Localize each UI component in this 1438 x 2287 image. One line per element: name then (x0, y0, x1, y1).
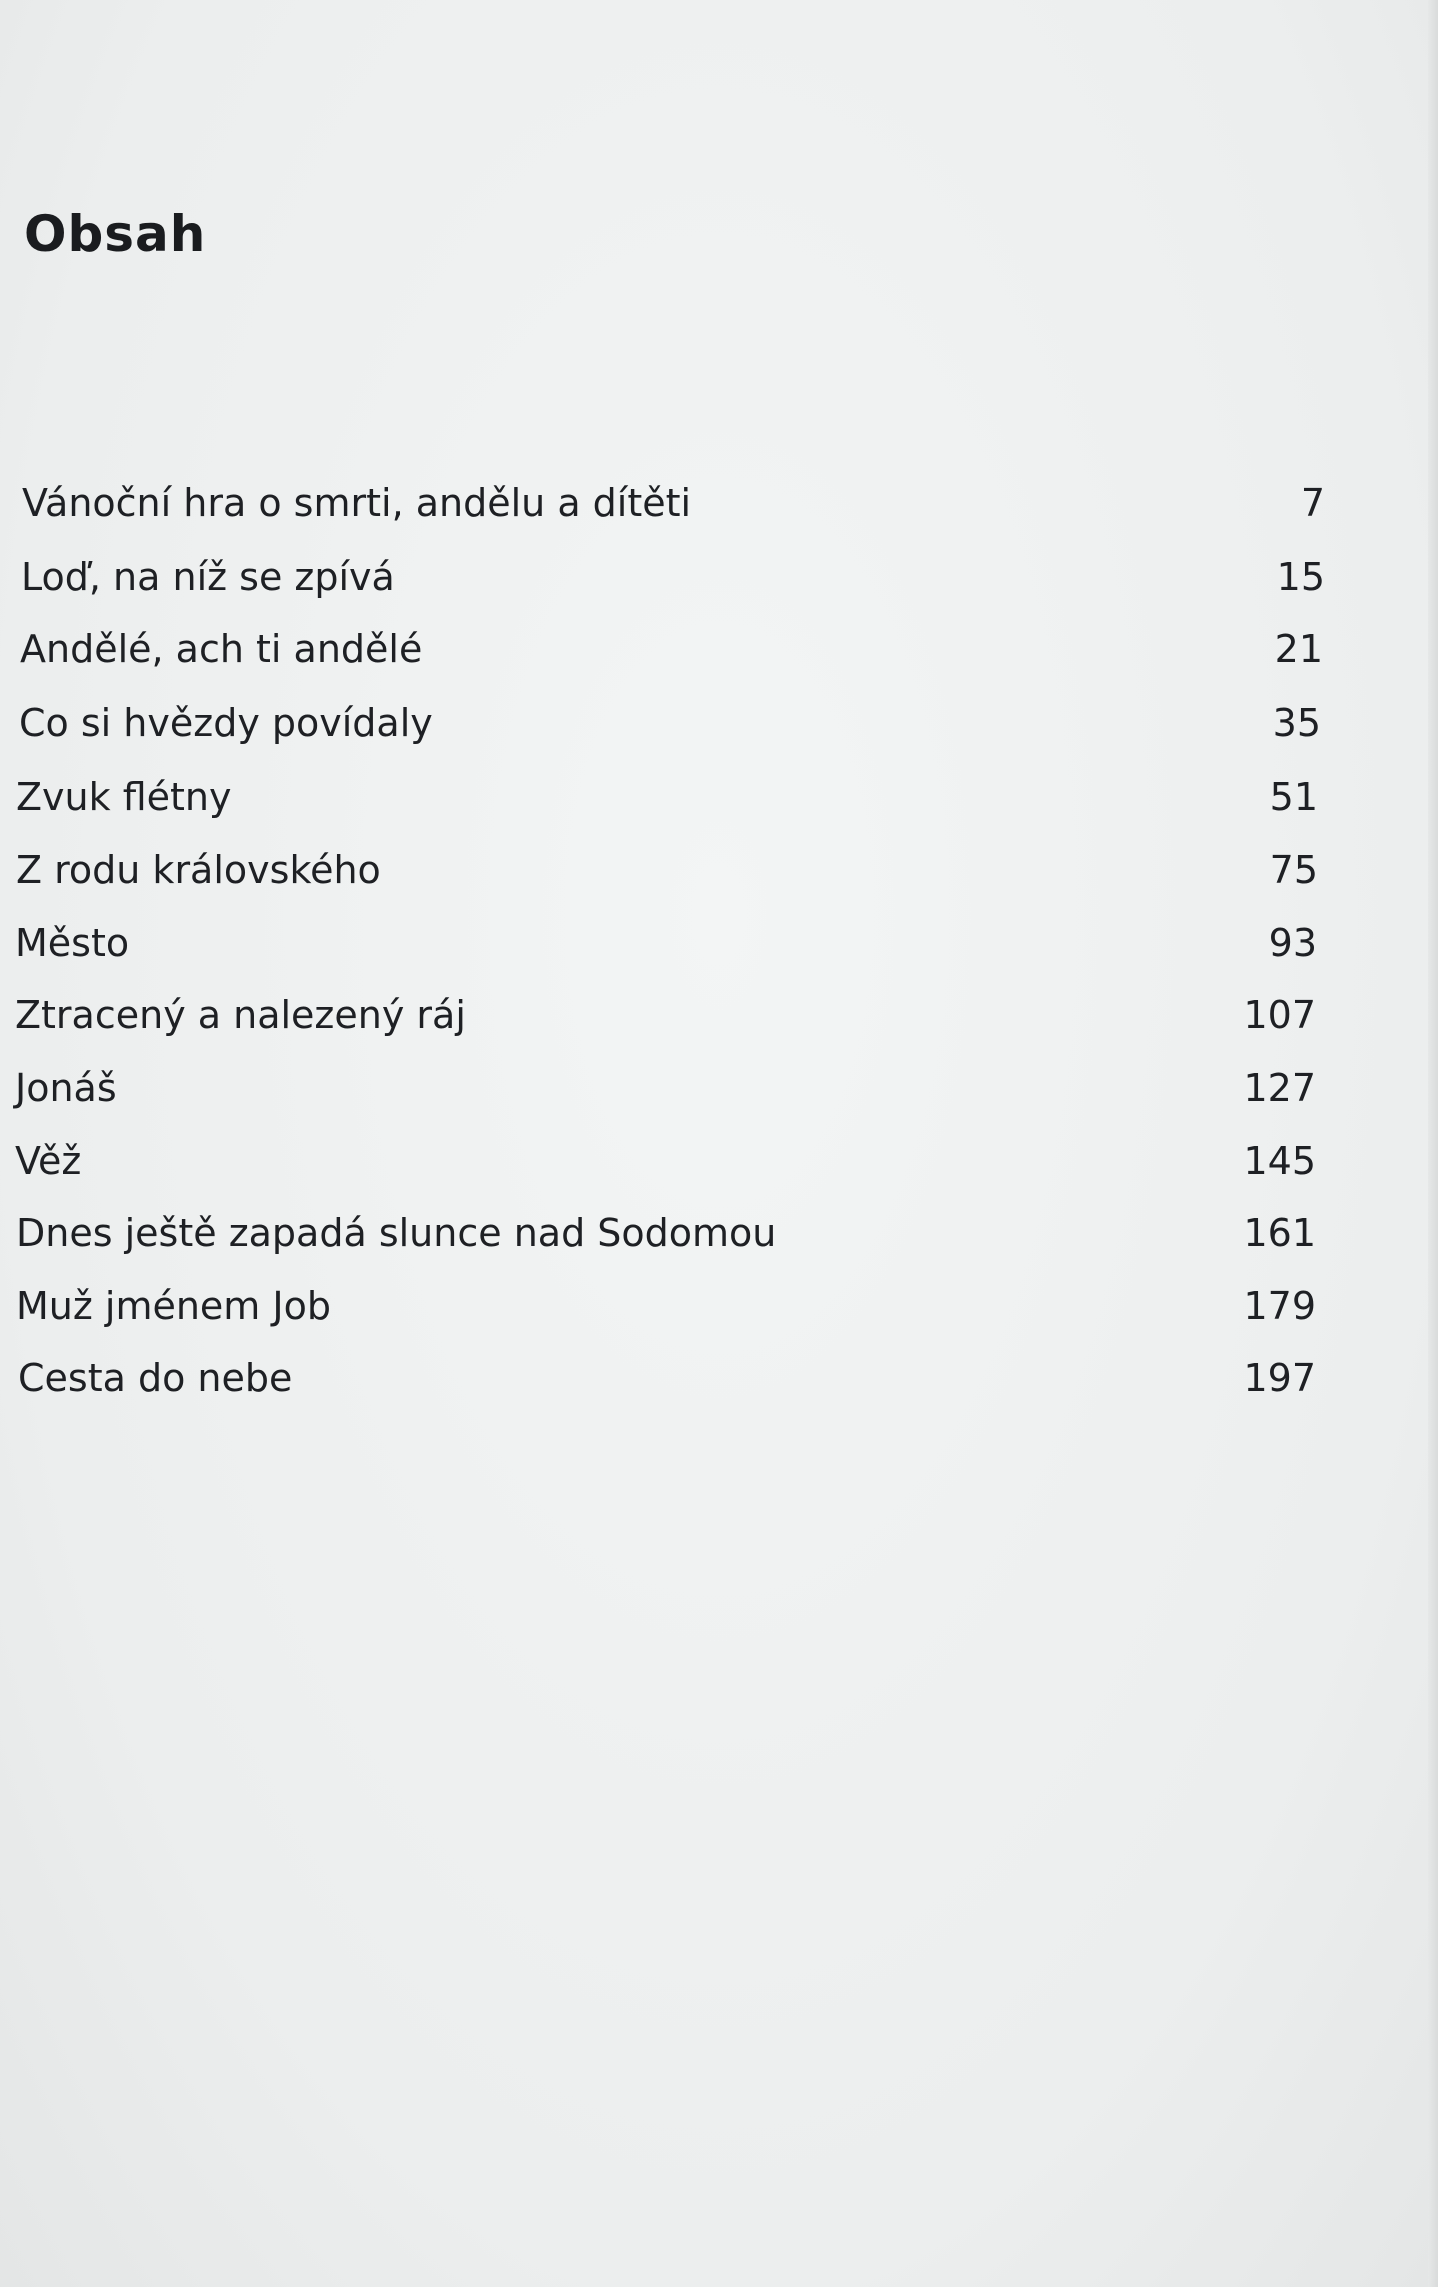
toc-entry-title: Dnes ještě zapadá slunce nad Sodomou (16, 1211, 777, 1255)
toc-entry (0, 473, 1438, 533)
toc-entry-title: Muž jménem Job (16, 1284, 331, 1328)
toc-entry-title: Co si hvězdy povídaly (19, 701, 433, 745)
toc-entry-title: Město (15, 921, 130, 965)
toc-entry (0, 840, 1438, 900)
page-title: Obsah (24, 205, 207, 263)
toc-entry (0, 693, 1438, 753)
toc-entry (0, 913, 1438, 973)
toc-entry-title: Loď, na níž se zpívá (21, 555, 395, 599)
toc-entry-title: Věž (15, 1139, 82, 1183)
toc-entry-title: Cesta do nebe (18, 1356, 293, 1400)
toc-entry-page: 197 (1243, 1356, 1316, 1400)
toc-entry-page: 21 (1274, 627, 1323, 671)
toc-entry-title: Zvuk flétny (16, 775, 232, 819)
toc-entry (0, 1058, 1438, 1118)
toc-entry (0, 985, 1438, 1045)
toc-entry-title: Vánoční hra o smrti, andělu a dítěti (22, 481, 692, 525)
toc-entry-page: 35 (1272, 701, 1321, 745)
toc-entry-page: 179 (1243, 1284, 1316, 1328)
toc-entry (0, 767, 1438, 827)
toc-entry-page: 127 (1243, 1066, 1316, 1110)
toc-entry-page: 145 (1243, 1139, 1316, 1183)
toc-entry-title: Andělé, ach ti andělé (20, 627, 423, 671)
toc-entry (0, 619, 1438, 679)
toc-entry (0, 1131, 1438, 1191)
toc-entry-title: Ztracený a nalezený ráj (15, 993, 466, 1037)
toc-entry (0, 1203, 1438, 1263)
toc-entry (0, 1348, 1438, 1408)
toc-entry-page: 75 (1269, 848, 1318, 892)
toc-entry-page: 161 (1243, 1211, 1316, 1255)
toc-entry-title: Jonáš (15, 1066, 117, 1110)
toc-entry-page: 7 (1300, 481, 1325, 525)
toc-entry-page: 51 (1269, 775, 1318, 819)
toc-entry-page: 107 (1243, 993, 1316, 1037)
toc-entry-page: 93 (1268, 921, 1317, 965)
toc-entry-page: 15 (1276, 555, 1325, 599)
toc-entry (0, 1276, 1438, 1336)
toc-entry-title: Z rodu královského (16, 848, 381, 892)
toc-entry (0, 547, 1438, 607)
